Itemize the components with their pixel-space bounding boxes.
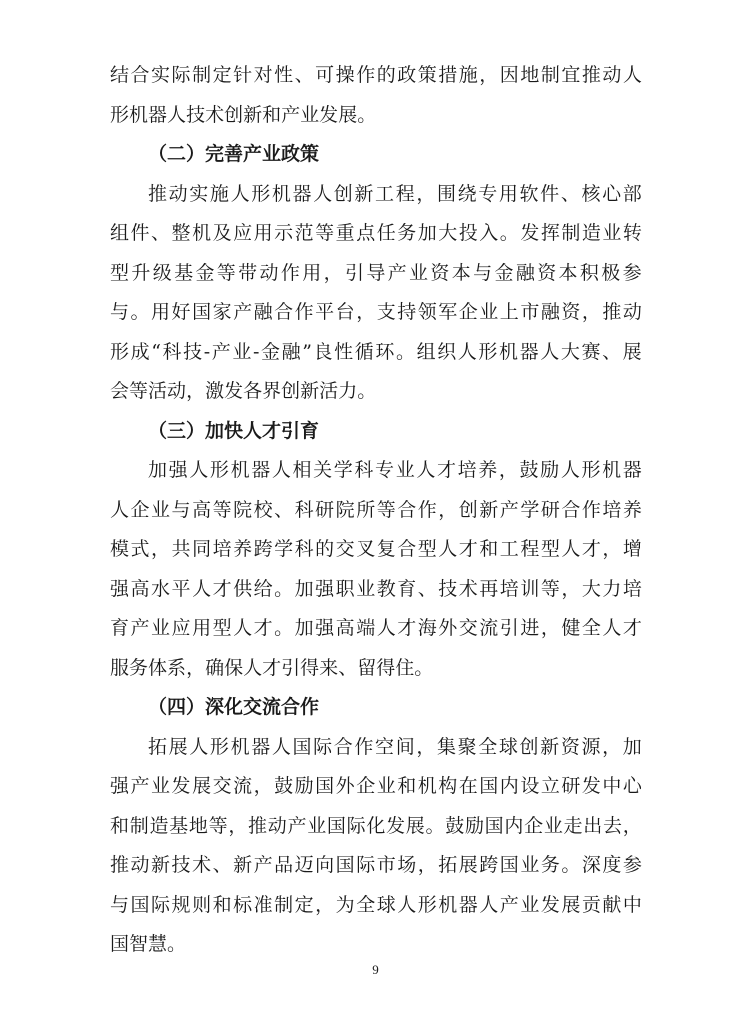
text-line: 加 强 人 形 机 器 人 相 关 学 科 专 业 人 才 培 养 ， 鼓 励 人 形 机 器 <box>148 459 642 481</box>
document-body <box>110 56 642 965</box>
text-line: 与 国 际 规 则 和 标 准 制 定 ， 为 全 球 人 形 机 器 人 产 业 发 展 贡 献 中 <box>110 893 642 916</box>
text-line: 和 制 造 基 地 等 ， 推 动 产 业 国 际 化 发 展 。 鼓 励 国 内 企 业 走 出 去 ， <box>110 814 642 837</box>
paragraph <box>110 451 642 688</box>
paragraph <box>110 728 642 965</box>
text-line: 推 动 实 施 人 形 机 器 人 创 新 工 程 ， 围 绕 专 用 软 件 、 核 心 部 <box>148 182 642 205</box>
text-line: 结 合 实 际 制 定 针 对 性 、 可 操 作 的 政 策 措 施 ， 因 地 制 宜 推 动 人 <box>110 64 642 86</box>
text-line: 会 等 活 动 ， 激 发 各 界 创 新 活 力 。 <box>110 380 377 402</box>
text-line: 组 件 、 整 机 及 应 用 示 范 等 重 点 任 务 加 大 投 入 。 发 挥 制 造 业 转 <box>110 222 642 244</box>
page-number: 9 <box>372 962 379 977</box>
text-line: 国 智 慧 。 <box>110 933 187 955</box>
text-line: 型 升 级 基 金 等 带 动 作 用 ， 引 导 产 业 资 本 与 金 融 资 本 积 极 参 <box>110 261 642 284</box>
text-line: 服 务 体 系 ， 确 保 人 才 引 得 来 、 留 得 住 。 <box>110 656 434 679</box>
text-line: 模 式 ， 共 同 培 养 跨 学 科 的 交 叉 复 合 型 人 才 和 工 程 型 人 才 ， 增 <box>110 538 642 560</box>
text-line: 形 机 器 人 技 术 创 新 和 产 业 发 展 。 <box>110 103 377 126</box>
text-line: 拓 展 人 形 机 器 人 国 际 合 作 空 间 ， 集 聚 全 球 创 新 资 源 ， 加 <box>148 735 642 758</box>
text-line: 推 动 新 技 术 、 新 产 品 迈 向 国 际 市 场 ， 拓 展 跨 国 业 务 。 深 度 参 <box>110 854 642 876</box>
section-heading: （三）加快人才引育 <box>148 419 320 442</box>
text-line: 人 企 业 与 高 等 院 校 、 科 研 院 所 等 合 作 ， 创 新 产 学 研 合 作 培 养 <box>110 498 642 521</box>
text-line: 育 产 业 应 用 型 人 才 。 加 强 高 端 人 才 海 外 交 流 引 进 ， 健 全 人 才 <box>110 617 642 639</box>
section-heading: （四）深化交流合作 <box>148 696 320 718</box>
text-line: 形 成 “ 科 技 - 产 业 - 金 融 ” 良 性 循 环 。 组 织 人 形 机 器 人 大 赛 、 展 <box>110 340 642 363</box>
text-line: 强 高 水 平 人 才 供 给 。 加 强 职 业 教 育 、 技 术 再 培 训 等 ， 大 力 培 <box>110 577 642 600</box>
text-line: 与 。 用 好 国 家 产 融 合 作 平 台 ， 支 持 领 军 企 业 上 市 融 资 ， 推 动 <box>110 301 642 323</box>
section-heading: （二）完善产业政策 <box>148 143 320 165</box>
text-line: 强 产 业 发 展 交 流 ， 鼓 励 国 外 企 业 和 机 构 在 国 内 设 立 研 发 中 心 <box>110 775 642 797</box>
paragraph <box>110 175 642 412</box>
paragraph <box>110 56 642 135</box>
